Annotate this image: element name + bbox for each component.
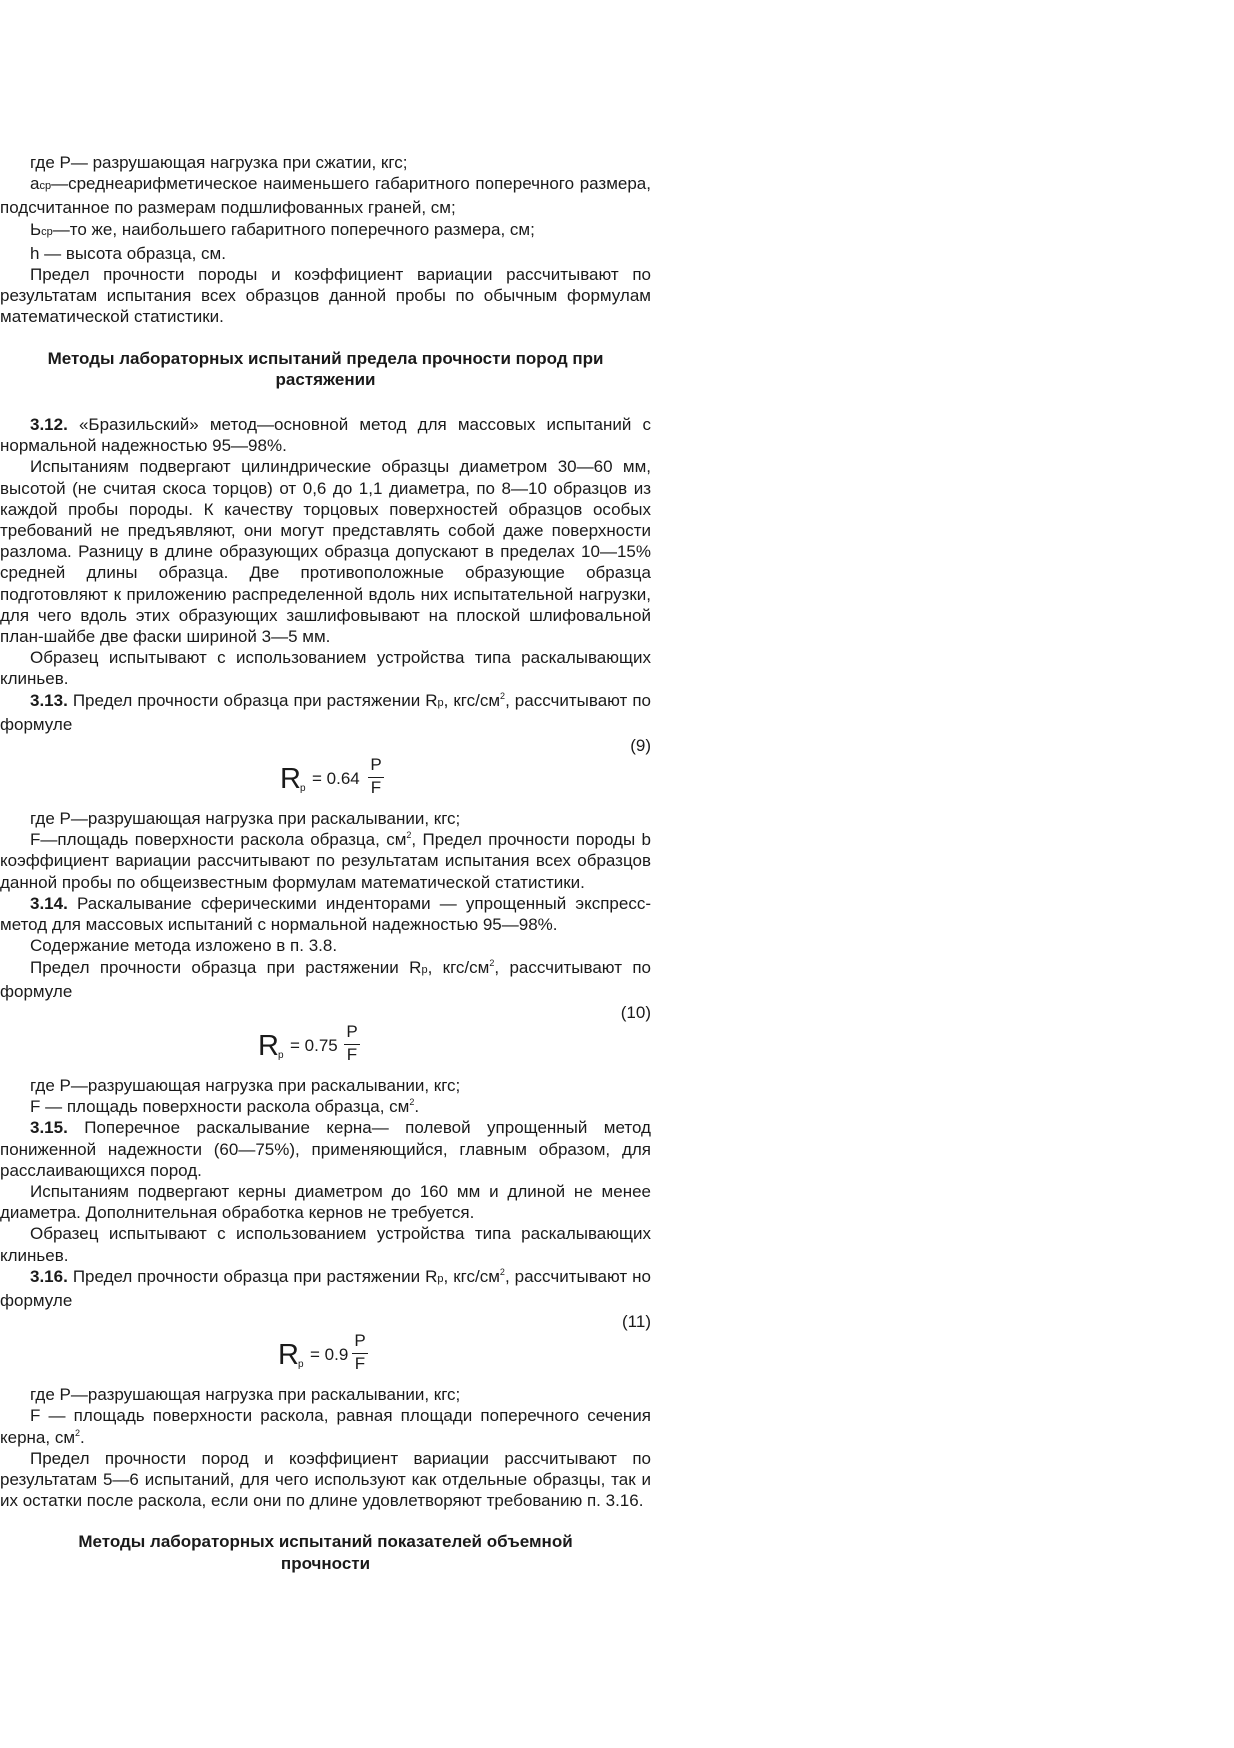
clause-3-13 [0, 690, 651, 735]
symbol-R-sub: р [437, 1272, 444, 1285]
formula-numerator: P [370, 755, 382, 775]
formula-R: R [280, 763, 301, 796]
formula-denominator: F [354, 1354, 366, 1374]
superscript-2: 2 [406, 830, 412, 841]
unit-text: , кгс/см [427, 957, 490, 977]
symbol-b-sub: ср [41, 225, 53, 238]
where-b-avg [0, 219, 651, 243]
clause-text: Предел прочности образца при растяжении [72, 690, 421, 710]
symbol-R: R [425, 1266, 438, 1286]
unit-text: , кгс/см [443, 690, 501, 710]
document-page [0, 152, 651, 1574]
clause-number: 3.16. [30, 1266, 68, 1286]
where-f-text: F—площадь поверхности раскола образца, см [30, 830, 407, 850]
symbol-R: R [409, 957, 422, 977]
equation-number-10: (10) [620, 1002, 651, 1022]
superscript-2: 2 [409, 1097, 415, 1108]
clause-text: Предел прочности образца при растяжении [30, 957, 399, 977]
clause-3-15-testing: Образец испытывают с использованием устройства типа раскалывающих клиньев. [0, 1224, 651, 1265]
clause-text-end: , рассчитывают но формуле [0, 1266, 652, 1310]
formula-denominator: F [346, 1044, 358, 1064]
clause-number: 3.14. [30, 893, 68, 913]
formula-numerator: P [354, 1331, 366, 1351]
symbol-R-sub: р [437, 696, 444, 709]
formula-9 [0, 756, 651, 808]
clause-text: Раскалывание сферическими инденторами — упрощенный экспресс-метод для массовых испытаний с нормальной надежностью 95—98%. [0, 893, 651, 935]
formula-R-sub: р [300, 783, 306, 795]
where-f-area-2 [0, 1096, 651, 1117]
formula-11 [0, 1332, 651, 1384]
where-h: h — высота образца, см. [30, 243, 226, 263]
symbol-a: a [30, 174, 40, 194]
symbol-R: R [425, 690, 438, 710]
clause-text: «Бразильский» метод—основной метод для массовых испытаний с нормальной надежностью 95—98%. [0, 415, 651, 456]
clause-text: Поперечное раскалывание керна— полевой упрощенный метод пониженной надежности (60—75%), применяющийся, главным образом, для расслаивающихся пород. [0, 1118, 651, 1180]
clause-number: 3.12. [30, 415, 68, 435]
symbol-a-sub: ср [39, 180, 52, 193]
where-p-compression: где Р— разрушающая нагрузка при сжатии, кгс; [30, 153, 408, 172]
formula-R: R [278, 1339, 299, 1372]
symbol-R-sub: р [421, 963, 428, 976]
where-p-splitting-3: где Р—разрушающая нагрузка при раскалывании, кгс; [30, 1385, 461, 1405]
unit-text: , кгс/см [443, 1266, 500, 1286]
clause-3-12-specimens: Испытаниям подвергают цилиндрические образцы диаметром 30—60 мм, высотой (не считая скоса торцов) от 0,6 до 1,1 диаметра, по 8—10 образцов из каждой пробы породы. К качеству торцовых поверхностей образцов особых требований не предъявляют, они могут представлять собой даже поверхности разлома. Разницу в длине образующих образца допускают в пределах 10—15% средней длины образца. Две противоположные образующие образца подготовляют к приложению распределенной вдоль них испытательной нагрузки, для чего вдоль этих образующих зашлифовывают на плоской шлифовальной план-шайбе две фаски шириной 3—5 мм. [0, 457, 651, 647]
period: . [414, 1097, 420, 1117]
symbol-b: Ь [30, 219, 42, 239]
clause-text-end: , рассчитывают по формуле [0, 690, 651, 734]
clause-number: 3.15. [30, 1118, 68, 1138]
formula-denominator: F [370, 778, 382, 798]
superscript-2: 2 [499, 1266, 505, 1277]
formula-coefficient: = 0.64 [312, 769, 360, 789]
clause-3-12 [0, 414, 651, 456]
formula-coefficient: = 0.75 [290, 1035, 338, 1055]
where-f-area-3 [0, 1405, 651, 1447]
period: . [80, 1427, 85, 1447]
formula-R-sub: р [278, 1049, 284, 1061]
clause-3-15 [0, 1117, 651, 1181]
clause-3-14-formula-intro [0, 957, 651, 1002]
where-p-splitting-2: где Р—разрушающая нагрузка при раскалывании, кгс; [30, 1075, 461, 1095]
formula-10 [0, 1023, 651, 1075]
clause-3-14 [0, 893, 651, 935]
superscript-2: 2 [75, 1427, 81, 1438]
equation-number-11: (11) [622, 1312, 651, 1332]
clause-3-15-cores: Испытаниям подвергают керны диаметром до 160 мм и длиной не менее диаметра. Дополнительная обработка кернов не требуется. [0, 1181, 651, 1223]
clause-number: 3.13. [30, 690, 68, 710]
formula-R: R [258, 1029, 279, 1062]
section-heading-tension: Методы лабораторных испытаний предела прочности пород при растяжении [47, 348, 604, 389]
section-heading-volumetric: Методы лабораторных испытаний показателей объемной прочности [78, 1532, 573, 1573]
clause-3-14-reference: Содержание метода изложено в п. 3.8. [30, 936, 338, 956]
equation-number-9: (9) [630, 736, 651, 756]
where-f-text: F — площадь поверхности раскола образца, см [30, 1097, 410, 1117]
formula-numerator: P [346, 1021, 358, 1041]
superscript-2: 2 [489, 957, 495, 968]
where-f-text-end: , Предел прочности породы b коэффициент вариации рассчитывают по результатам испытания всех образцов данной пробы по общеизвестным формулам математической статистики. [0, 830, 651, 892]
superscript-2: 2 [500, 690, 506, 701]
where-a-text: —среднеарифметическое наименьшего габаритного поперечного размера, подсчитанное по размерам подшлифованных граней, см; [0, 174, 651, 218]
where-a-avg [0, 173, 651, 218]
clause-text-end: , рассчитывают по формуле [0, 957, 651, 1001]
statistics-paragraph: Предел прочности породы и коэффициент вариации рассчитывают по результатам испытания всех образцов данной пробы по обычным формулам математической статистики. [0, 265, 651, 327]
where-f-area [0, 829, 651, 893]
final-statistics-paragraph: Предел прочности пород и коэффициент вариации рассчитывают по результатам 5—6 испытаний, для чего используют как отдельные образцы, так и их остатки после раскола, если они по длине удовлетворяют требованию п. 3.16. [0, 1448, 651, 1511]
clause-text: Предел прочности образца при растяжении [72, 1266, 421, 1286]
clause-3-16 [0, 1266, 651, 1311]
clause-3-12-testing: Образец испытывают с использованием устройства типа раскалывающих клиньев. [0, 648, 651, 689]
where-f-text: F — площадь поверхности раскола, равная площади поперечного сечения керна, см [0, 1406, 651, 1447]
where-b-text: —то же, наибольшего габаритного поперечного размера, см; [52, 219, 535, 239]
where-p-splitting: где Р—разрушающая нагрузка при раскалывании, кгс; [30, 809, 461, 829]
formula-coefficient: = 0.9 [310, 1345, 349, 1365]
formula-R-sub: р [298, 1359, 304, 1371]
